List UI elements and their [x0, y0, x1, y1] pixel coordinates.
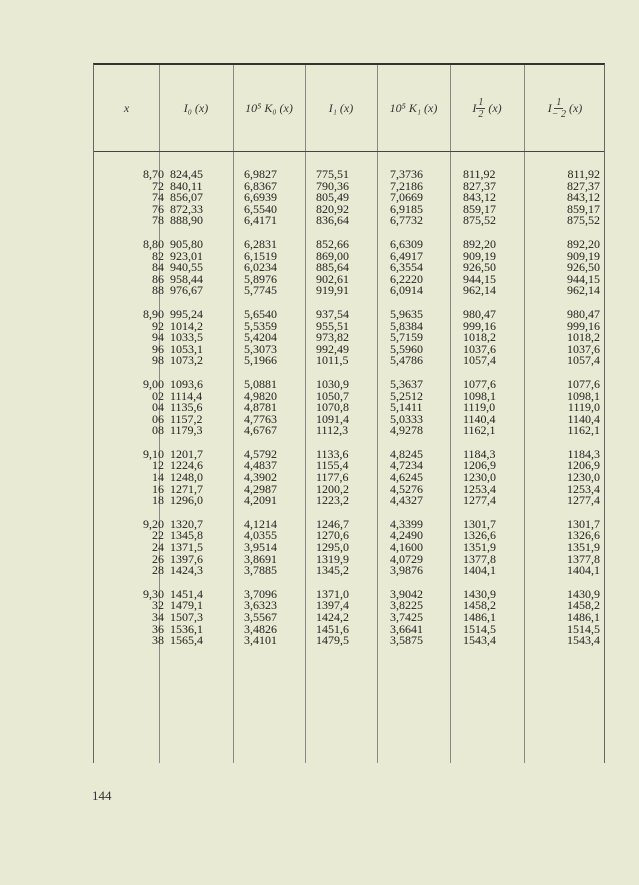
k1-value: 5,8384 [390, 318, 423, 333]
k1-value: 4,2490 [390, 528, 423, 543]
header-x: x [123, 100, 130, 115]
i-half-value: 926,50 [463, 260, 496, 275]
i-half-value: 892,20 [463, 236, 496, 251]
header-k1: 10⁵ K₁ (x) [389, 100, 438, 115]
i-minus-half-value: 827,37 [567, 178, 600, 193]
i-half-value: 1057,4 [463, 353, 496, 368]
x-value: 18 [152, 493, 164, 508]
table-row [94, 425, 604, 437]
i1-value: 1424,2 [316, 610, 349, 624]
i0-value: 1201,7 [170, 446, 203, 461]
i-half-value: 1326,6 [463, 528, 496, 543]
k0-value: 4,2091 [244, 493, 277, 508]
i-minus-half-value: 1077,6 [567, 376, 600, 391]
k1-value: 6,2220 [390, 271, 423, 286]
i-half-value: 1162,1 [463, 423, 496, 438]
i-minus-half-value: 1230,0 [567, 470, 600, 485]
x-value: 8,70 [143, 167, 164, 181]
k1-value: 5,0333 [390, 411, 423, 426]
i-half-value: 980,47 [463, 306, 496, 321]
i-half-value: 1301,7 [463, 516, 496, 531]
i1-value: 1451,6 [316, 621, 349, 636]
k0-value: 5,5359 [244, 318, 277, 333]
i0-value: 1424,3 [170, 563, 203, 578]
i1-value: 775,51 [316, 167, 349, 181]
k1-value: 7,3736 [390, 167, 423, 181]
k0-value: 6,2831 [244, 236, 277, 251]
i0-value: 940,55 [170, 260, 203, 275]
i1-value: 805,49 [316, 190, 349, 205]
k0-value: 4,9820 [244, 388, 277, 403]
i-minus-half-value: 926,50 [567, 260, 600, 275]
i1-value: 992,49 [316, 341, 349, 356]
i-half-value: 1098,1 [463, 388, 496, 403]
row-group [94, 586, 604, 648]
k0-value: 6,8367 [244, 178, 277, 193]
k0-value: 5,6540 [244, 306, 277, 321]
x-value: 88 [152, 283, 164, 298]
k1-value: 4,0729 [390, 551, 423, 566]
i0-value: 1248,0 [170, 470, 203, 485]
i-minus-half-value: 811,92 [567, 167, 600, 181]
i1-value: 1295,0 [316, 540, 349, 555]
i1-value: 1319,9 [316, 551, 349, 566]
i1-value: 973,82 [316, 330, 349, 345]
i0-value: 1296,0 [170, 493, 203, 508]
table-body [94, 169, 604, 659]
i1-value: 1246,7 [316, 516, 349, 531]
header-k0: 10⁵ K₀ (x) [245, 100, 293, 115]
k1-value: 6,6309 [390, 236, 423, 251]
row-group [94, 516, 604, 578]
x-value: 26 [152, 551, 164, 566]
x-value: 8,80 [143, 236, 164, 251]
i-minus-half-value: 909,19 [567, 248, 600, 263]
x-value: 86 [152, 271, 164, 286]
header-i-half-den: 2 [478, 108, 484, 120]
i1-value: 902,61 [316, 271, 349, 286]
k0-value: 3,7885 [244, 563, 277, 578]
i1-value: 1371,0 [316, 586, 349, 601]
k1-value: 3,8225 [390, 598, 423, 613]
i-minus-half-value: 1277,4 [567, 493, 600, 508]
i-half-value: 1206,9 [463, 458, 496, 473]
i1-value: 1050,7 [316, 388, 349, 403]
i-half-value: 843,12 [463, 190, 496, 205]
k1-value: 4,9278 [390, 423, 423, 438]
k0-value: 6,0234 [244, 260, 277, 275]
i1-value: 919,91 [316, 283, 349, 298]
header-i-minus-half-base: I [547, 100, 552, 115]
header-i-minus-half-den: − 2 [551, 108, 566, 120]
k0-value: 3,7096 [244, 586, 277, 601]
row-group [94, 446, 604, 508]
x-value: 16 [152, 481, 164, 496]
i1-value: 1112,3 [316, 423, 349, 438]
x-value: 9,30 [143, 586, 164, 601]
k0-value: 5,1966 [244, 353, 277, 368]
k0-value: 4,4837 [244, 458, 277, 473]
k0-value: 5,4204 [244, 330, 277, 345]
i-half-value: 1140,4 [463, 411, 496, 426]
i1-value: 1223,2 [316, 493, 349, 508]
i0-value: 1073,2 [170, 353, 203, 368]
i0-value: 1271,7 [170, 481, 203, 496]
x-value: 02 [152, 388, 164, 403]
i-half-value: 1077,6 [463, 376, 496, 391]
i-minus-half-value: 1018,2 [567, 330, 600, 345]
i-half-value: 909,19 [463, 248, 496, 263]
k1-value: 6,9185 [390, 201, 423, 216]
k1-value: 5,5960 [390, 341, 423, 356]
i0-value: 995,24 [170, 306, 203, 321]
k1-value: 4,5276 [390, 481, 423, 496]
k0-value: 4,5792 [244, 446, 277, 461]
k0-value: 3,4826 [244, 621, 277, 636]
i-minus-half-value: 1430,9 [567, 586, 600, 601]
row-group [94, 306, 604, 368]
i-minus-half-value: 962,14 [567, 283, 600, 298]
x-value: 08 [152, 423, 164, 438]
i0-value: 923,01 [170, 248, 203, 263]
header-i-half-index [476, 97, 485, 120]
i1-value: 1200,2 [316, 481, 349, 496]
i1-value: 955,51 [316, 318, 349, 333]
x-value: 98 [152, 353, 164, 368]
i-half-value: 1018,2 [463, 330, 496, 345]
i-half-value: 1514,5 [463, 621, 496, 636]
i-minus-half-value: 944,15 [567, 271, 600, 286]
k0-value: 4,0355 [244, 528, 277, 543]
header-i-half-arg: (x) [488, 100, 502, 115]
i0-value: 1033,5 [170, 330, 203, 345]
i1-value: 1479,5 [316, 633, 349, 648]
i-half-value: 962,14 [463, 283, 496, 298]
k0-value: 5,8976 [244, 271, 277, 286]
i1-value: 1070,8 [316, 400, 349, 415]
k0-value: 3,8691 [244, 551, 277, 566]
x-value: 74 [152, 190, 164, 205]
i-minus-half-value: 1458,2 [567, 598, 600, 613]
i-minus-half-value: 892,20 [567, 236, 600, 251]
k1-value: 3,9876 [390, 563, 423, 578]
i0-value: 1565,4 [170, 633, 203, 648]
i-minus-half-value: 1514,5 [567, 621, 600, 636]
x-value: 34 [152, 610, 164, 624]
i-minus-half-value: 1162,1 [567, 423, 600, 438]
i-minus-half-value: 1404,1 [567, 563, 600, 578]
table-row [94, 635, 604, 647]
x-value: 78 [152, 213, 164, 228]
i-minus-half-value: 1351,9 [567, 540, 600, 555]
k1-value: 5,4786 [390, 353, 423, 368]
i-minus-half-value: 999,16 [567, 318, 600, 333]
x-value: 24 [152, 540, 164, 555]
row-group [94, 376, 604, 438]
k1-value: 6,0914 [390, 283, 423, 298]
i-half-value: 1486,1 [463, 610, 496, 624]
k1-value: 6,7732 [390, 213, 423, 228]
k0-value: 4,2987 [244, 481, 277, 496]
i-minus-half-value: 843,12 [567, 190, 600, 205]
k1-value: 6,3554 [390, 260, 423, 275]
i-half-value: 875,52 [463, 213, 496, 228]
k1-value: 5,1411 [390, 400, 423, 415]
k0-value: 4,7763 [244, 411, 277, 426]
x-value: 96 [152, 341, 164, 356]
i-minus-half-value: 1119,0 [567, 400, 600, 415]
k0-value: 4,6767 [244, 423, 277, 438]
i-half-value: 999,16 [463, 318, 496, 333]
i-minus-half-value: 875,52 [567, 213, 600, 228]
i0-value: 1179,3 [170, 423, 203, 438]
i0-value: 1135,6 [170, 400, 203, 415]
k1-value: 5,3637 [390, 376, 423, 391]
k0-value: 3,4101 [244, 633, 277, 648]
k1-value: 7,0669 [390, 190, 423, 205]
i-half-value: 1351,9 [463, 540, 496, 555]
k1-value: 3,7425 [390, 610, 423, 624]
header-i-half-base: I [472, 100, 477, 115]
x-value: 14 [152, 470, 164, 485]
table-row [94, 565, 604, 577]
page-number: 144 [92, 788, 112, 803]
i0-value: 1014,2 [170, 318, 203, 333]
i-half-value: 1543,4 [463, 633, 496, 648]
i0-value: 1157,2 [170, 411, 203, 426]
x-value: 04 [152, 400, 164, 415]
i0-value: 1451,4 [170, 586, 203, 601]
x-value: 84 [152, 260, 164, 275]
i0-value: 1345,8 [170, 528, 203, 543]
k1-value: 6,4917 [390, 248, 423, 263]
i1-value: 1155,4 [316, 458, 349, 473]
i0-value: 958,44 [170, 271, 203, 286]
i1-value: 852,66 [316, 236, 349, 251]
table-row [94, 495, 604, 507]
k1-value: 5,7159 [390, 330, 423, 345]
i1-value: 1345,2 [316, 563, 349, 578]
x-value: 28 [152, 563, 164, 578]
i0-value: 1320,7 [170, 516, 203, 531]
header-i-half-num: 1 [478, 96, 484, 108]
header-i1: I₁ (x) [328, 100, 354, 115]
i0-value: 1053,1 [170, 341, 203, 356]
k0-value: 3,6323 [244, 598, 277, 613]
k1-value: 4,8245 [390, 446, 423, 461]
i1-value: 885,64 [316, 260, 349, 275]
k1-value: 5,2512 [390, 388, 423, 403]
i0-value: 1536,1 [170, 621, 203, 636]
k1-value: 3,5875 [390, 633, 423, 648]
table-row [94, 215, 604, 227]
i-half-value: 1037,6 [463, 341, 496, 356]
x-value: 8,90 [143, 306, 164, 321]
header-rule [94, 151, 604, 152]
x-value: 9,00 [143, 376, 164, 391]
i-minus-half-value: 1326,6 [567, 528, 600, 543]
x-value: 22 [152, 528, 164, 543]
k1-value: 4,7234 [390, 458, 423, 473]
i1-value: 790,36 [316, 178, 349, 193]
i-half-value: 1253,4 [463, 481, 496, 496]
i1-value: 1397,4 [316, 598, 349, 613]
header-i-minus-half [524, 65, 606, 151]
i-minus-half-value: 1140,4 [567, 411, 600, 426]
i-half-value: 1377,8 [463, 551, 496, 566]
i-half-value: 1119,0 [463, 400, 496, 415]
x-value: 36 [152, 621, 164, 636]
i1-value: 1133,6 [316, 446, 349, 461]
i1-value: 869,00 [316, 248, 349, 263]
i1-value: 1177,6 [316, 470, 349, 485]
i-minus-half-value: 1377,8 [567, 551, 600, 566]
k0-value: 4,3902 [244, 470, 277, 485]
i1-value: 1270,6 [316, 528, 349, 543]
header-i-minus-half-arg: (x) [568, 100, 583, 115]
i0-value: 976,67 [170, 283, 203, 298]
i-minus-half-value: 1098,1 [567, 388, 600, 403]
i-minus-half-value: 1253,4 [567, 481, 600, 496]
i0-value: 888,90 [170, 213, 203, 228]
i0-value: 872,33 [170, 201, 203, 216]
i1-value: 937,54 [316, 306, 349, 321]
x-value: 32 [152, 598, 164, 613]
k0-value: 5,7745 [244, 283, 277, 298]
k0-value: 4,8781 [244, 400, 277, 415]
header-i0: I₀ (x) [183, 100, 209, 115]
x-value: 76 [152, 201, 164, 216]
x-value: 94 [152, 330, 164, 345]
k1-value: 3,9042 [390, 586, 423, 601]
i1-value: 836,64 [316, 213, 349, 228]
i-minus-half-value: 1037,6 [567, 341, 600, 356]
k0-value: 6,4171 [244, 213, 277, 228]
row-group [94, 236, 604, 298]
i1-value: 1091,4 [316, 411, 349, 426]
x-value: 06 [152, 411, 164, 426]
i-half-value: 1430,9 [463, 586, 496, 601]
k0-value: 3,9514 [244, 540, 277, 555]
i-half-value: 1277,4 [463, 493, 496, 508]
k0-value: 6,9827 [244, 167, 277, 181]
i-minus-half-value: 1486,1 [567, 610, 600, 624]
i0-value: 1479,1 [170, 598, 203, 613]
header-i-minus-half-index [552, 97, 566, 120]
i-half-value: 944,15 [463, 271, 496, 286]
i0-value: 840,11 [170, 178, 203, 193]
i-minus-half-value: 1057,4 [567, 353, 600, 368]
k1-value: 4,3399 [390, 516, 423, 531]
i-minus-half-value: 1206,9 [567, 458, 600, 473]
i0-value: 1397,6 [170, 551, 203, 566]
k0-value: 6,1519 [244, 248, 277, 263]
x-value: 38 [152, 633, 164, 648]
x-value: 9,10 [143, 446, 164, 461]
i0-value: 1093,6 [170, 376, 203, 391]
i-half-value: 811,92 [463, 167, 496, 181]
table-row [94, 355, 604, 367]
k1-value: 4,4327 [390, 493, 423, 508]
i-minus-half-value: 1543,4 [567, 633, 600, 648]
i1-value: 820,92 [316, 201, 349, 216]
k1-value: 5,9635 [390, 306, 423, 321]
i1-value: 1011,5 [316, 353, 349, 368]
k1-value: 4,6245 [390, 470, 423, 485]
k1-value: 3,6641 [390, 621, 423, 636]
bessel-function-table [93, 63, 605, 763]
k0-value: 6,6939 [244, 190, 277, 205]
i-half-value: 1184,3 [463, 446, 496, 461]
i-half-value: 1230,0 [463, 470, 496, 485]
i0-value: 824,45 [170, 167, 203, 181]
i-minus-half-value: 1301,7 [567, 516, 600, 531]
i0-value: 1507,3 [170, 610, 203, 624]
i-half-value: 1404,1 [463, 563, 496, 578]
i-minus-half-value: 859,17 [567, 201, 600, 216]
i0-value: 1371,5 [170, 540, 203, 555]
i-half-value: 827,37 [463, 178, 496, 193]
i0-value: 1114,4 [170, 388, 203, 403]
header-i-minus-half-num: 1 [556, 96, 562, 108]
x-value: 9,20 [143, 516, 164, 531]
k1-value: 7,2186 [390, 178, 423, 193]
header-i-half [450, 65, 524, 151]
x-value: 82 [152, 248, 164, 263]
i0-value: 1224,6 [170, 458, 203, 473]
k0-value: 4,1214 [244, 516, 277, 531]
i0-value: 905,80 [170, 236, 203, 251]
k0-value: 5,3073 [244, 341, 277, 356]
x-value: 92 [152, 318, 164, 333]
i-half-value: 859,17 [463, 201, 496, 216]
table-row [94, 285, 604, 297]
x-value: 12 [152, 458, 164, 473]
x-value: 72 [152, 178, 164, 193]
k0-value: 3,5567 [244, 610, 277, 624]
row-group [94, 169, 604, 227]
i-minus-half-value: 1184,3 [567, 446, 600, 461]
k0-value: 6,5540 [244, 201, 277, 216]
i1-value: 1030,9 [316, 376, 349, 391]
i-minus-half-value: 980,47 [567, 306, 600, 321]
i0-value: 856,07 [170, 190, 203, 205]
i-half-value: 1458,2 [463, 598, 496, 613]
k0-value: 5,0881 [244, 376, 277, 391]
k1-value: 4,1600 [390, 540, 423, 555]
